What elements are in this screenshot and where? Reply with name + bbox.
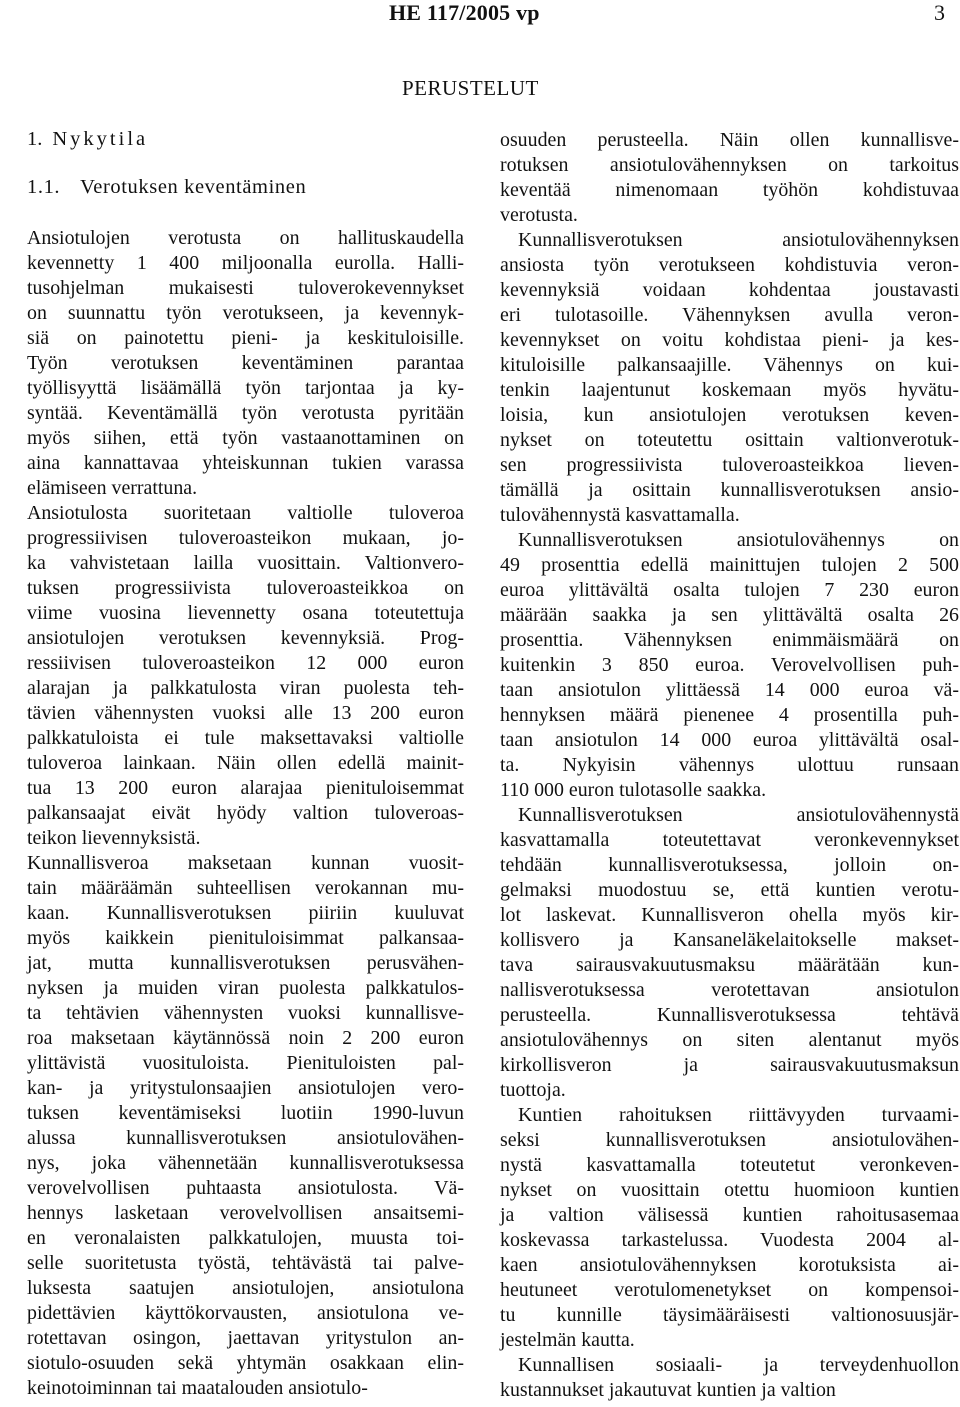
text-line: ansiosta työn verotukseen kohdistuvia veron- (500, 254, 959, 276)
heading-level-2-text: Verotuksen keventäminen (80, 176, 307, 198)
text-line: taan ansiotulon ylittäessä 14 000 euroa vä- (500, 679, 959, 701)
page-number: 3 (934, 0, 945, 25)
text-line: osuuden perusteella. Näin ollen kunnallisve- (500, 129, 959, 151)
text-line: tusohjelman mukaisesti tuloverokevennykset (27, 277, 464, 299)
text-line: ka vahvistetaan lailla vuosittain. Valtionvero- (27, 552, 464, 574)
text-line: lot laskevat. Kunnallisveron ohella myös kir- (500, 904, 959, 926)
text-line: Työn verotuksen keventäminen parantaa (27, 352, 464, 374)
text-line: Kunnallisen sosiaali- ja terveydenhuollon (518, 1354, 959, 1376)
text-line: myös siihen, että työn vastaanottaminen on (27, 427, 464, 449)
paragraph (500, 228, 959, 528)
paragraph (27, 851, 464, 1401)
text-line: roa maksetaan käytännössä noin 2 200 euron (27, 1027, 464, 1049)
document-id: HE 117/2005 vp (389, 0, 540, 25)
text-line: kasvattamalla toteutettavat veronkevennykset (500, 829, 959, 851)
right-column (500, 128, 959, 1403)
text-line: prosenttia. Vähennyksen enimmäismäärä on (500, 629, 959, 651)
text-line: en veronalaisten palkkatulojen, muusta toi- (27, 1227, 464, 1249)
text-line: luksesta saatujen ansiotulojen, ansiotulona (27, 1277, 464, 1299)
text-line: nallisverotuksessa verotettavan ansiotulon (500, 979, 959, 1001)
text-line: kevennykset on voitu kohdistaa pieni- ja kes- (500, 329, 959, 351)
text-line: nys, joka vähennetään kunnallisverotuksessa (27, 1152, 464, 1174)
text-line: jestelmän kautta. (500, 1329, 635, 1351)
text-line: hennys lasketaan verovelvollisen ansaitsemi- (27, 1202, 464, 1224)
text-line: taan ansiotulon 14 000 euroa ylittävältä osal- (500, 729, 959, 751)
text-line: ta. Nykyisin vähennys ulottuu runsaan (500, 754, 959, 776)
text-line: hennyksen määrä pienenee 4 prosentilla puh- (500, 704, 959, 726)
text-line: euroa ylittävältä osalta tulojen 7 230 euron (500, 579, 959, 601)
left-column-body (27, 226, 464, 1401)
heading-level-1 (27, 127, 464, 152)
text-line: tua 13 200 euron alarajaa pienituloisemmat (27, 777, 464, 799)
text-line: aina kannattavaa yhteiskunnan tukien varassa (27, 452, 464, 474)
text-line: tuksen keventämiseksi luotiin 1990-luvun (27, 1102, 464, 1124)
text-line: nyksen ja muiden viran puolesta palkkatulos- (27, 977, 464, 999)
text-line: siä on painotettu pieni- ja keskituloisille. (27, 327, 464, 349)
text-line: tuottoja. (500, 1079, 566, 1101)
text-line: alarajan ja palkkatulosta viran puolesta teh- (27, 677, 464, 699)
text-line: keventää nimenomaan työhön kohdistuvaa (500, 179, 959, 201)
text-line: nykset on toteutettu osittain valtionverotuk- (500, 429, 959, 451)
text-line: rotettavan osingon, jaettavan yritystulon an- (27, 1327, 464, 1349)
text-line: perusteella. Kunnallisverotuksessa tehtävä (500, 1004, 959, 1026)
text-line: palkkatuloista ei tule maksettavaksi valtiolle (27, 727, 464, 749)
text-line: tehdään kunnallisverotuksessa, jolloin on- (500, 854, 959, 876)
text-line: kituloisille palkansaajille. Vähennys on kui- (500, 354, 959, 376)
text-line: progressiivisen tuloveroasteikon mukaan, jo- (27, 527, 464, 549)
text-line: Kunnallisverotuksen ansiotulovähennystä (518, 804, 959, 826)
text-line: jat, mutta kunnallisverotuksen perusvähen- (27, 952, 464, 974)
text-line: ansiotulovähennys on siten alentanut myös (500, 1029, 959, 1051)
text-line: nykset on vuosittain otettu huomioon kuntien (500, 1179, 959, 1201)
text-line: Ansiotulojen verotusta on hallituskaudella (27, 227, 464, 249)
heading-level-2-number: 1.1. (27, 176, 61, 198)
text-line: tuksen progressiivista tuloveroasteikkoa on (27, 577, 464, 599)
text-line: kollisvero ja Kansaneläkelaitokselle makset- (500, 929, 959, 951)
paragraph (27, 501, 464, 851)
text-line: kevennyksiä voidaan kohdentaa joustavasti (500, 279, 959, 301)
text-line: Ansiotulosta suoritetaan valtiolle tuloveroa (27, 502, 464, 524)
right-column-body (500, 128, 959, 1403)
text-line: ja valtion välisessä kuntien rahoitusasemaa (500, 1204, 959, 1226)
section-title: PERUSTELUT (402, 76, 539, 100)
text-line: kustannukset jakautuvat kuntien ja valtion (500, 1379, 836, 1401)
text-line: viime vuosina lievennetty osana toteutettuja (27, 602, 464, 624)
text-line: tämällä ja osittain kunnallisverotuksen ansio- (500, 479, 959, 501)
text-line: teikon lievennyksistä. (27, 827, 201, 849)
text-line: gelmaksi muodostuu se, että kuntien verotu- (500, 879, 959, 901)
text-line: ansiotulojen verotuksen kevennyksiä. Prog- (27, 627, 464, 649)
heading-level-1-number: 1. (27, 128, 43, 150)
left-column (27, 127, 464, 1401)
paragraph (500, 1353, 959, 1403)
text-line: 110 000 euron tulotasolle saakka. (500, 779, 767, 801)
text-line: 49 prosenttia edellä mainittujen tulojen 2 500 (500, 554, 959, 576)
text-line: tain määräämän suhteellisen verokannan mu- (27, 877, 464, 899)
text-line: keinotoiminnan tai maatalouden ansiotulo- (27, 1377, 368, 1399)
text-line: tulovähennystä kasvattamalla. (500, 504, 740, 526)
text-line: kaen ansiotulovähennyksen korotuksista ai- (500, 1254, 959, 1276)
text-line: määrään saakka ja sen ylittävältä osalta 26 (500, 604, 959, 626)
text-line: loisia, kun ansiotulojen verotuksen keven- (500, 404, 959, 426)
text-line: kevennetty 1 400 miljoonalla eurolla. Halli- (27, 252, 464, 274)
text-line: nystä kasvattamalla toteutetut veronkeven- (500, 1154, 959, 1176)
text-line: pidettävien käyttökorvausten, ansiotulona ve- (27, 1302, 464, 1324)
text-line: työllisyyttä lisäämällä työn tarjontaa ja ky- (27, 377, 464, 399)
text-line: rotuksen ansiotulovähennyksen on tarkoitus (500, 154, 959, 176)
text-line: elämiseen verrattuna. (27, 477, 198, 499)
paragraph (27, 226, 464, 501)
text-line: alussa kunnallisverotuksen ansiotulovähen- (27, 1127, 464, 1149)
text-line: syntää. Keventämällä työn verotusta pyritään (27, 402, 464, 424)
text-line: sen progressiivista tuloveroasteikkoa lieven- (500, 454, 959, 476)
text-line: seksi kunnallisverotuksen ansiotulovähen- (500, 1129, 959, 1151)
text-line: verotusta. (500, 204, 578, 226)
paragraph (500, 528, 959, 803)
text-line: palkansaajat eivät hyödy valtion tuloveroas- (27, 802, 464, 824)
paragraph (500, 803, 959, 1103)
page-header (0, 0, 960, 34)
text-line: siotulo-osuuden sekä yhtymän osakkaan elin- (27, 1352, 464, 1374)
text-line: heutuneet verotulomenetykset on kompensoi- (500, 1279, 959, 1301)
heading-level-2 (27, 175, 464, 200)
text-line: Kunnallisverotuksen ansiotulovähennys on (518, 529, 959, 551)
text-line: kuitenkin 3 850 euroa. Verovelvollisen puh- (500, 654, 959, 676)
text-line: selle suoritetusta työstä, tehtävästä tai palve- (27, 1252, 464, 1274)
text-line: tuloveroa lainkaan. Näin ollen edellä mainit- (27, 752, 464, 774)
text-line: myös kaikkein pienituloisimmat palkansaa- (27, 927, 464, 949)
text-line: ressiivisen tuloveroasteikon 12 000 euron (27, 652, 464, 674)
text-line: Kunnallisverotuksen ansiotulovähennyksen (518, 229, 959, 251)
text-line: Kunnallisveroa maksetaan kunnan vuosit- (27, 852, 464, 874)
text-line: tävien vähennysten vuoksi alle 13 200 euron (27, 702, 464, 724)
text-line: kan- ja yritystulonsaajien ansiotulojen vero- (27, 1077, 464, 1099)
heading-level-1-text: Nykytila (52, 128, 149, 150)
text-line: kaan. Kunnallisverotuksen piiriin kuuluvat (27, 902, 464, 924)
text-line: tu kunnille täysimääräisesti valtionosuusjär- (500, 1304, 959, 1326)
text-line: tenkin laajentunut koskemaan myös hyvätu- (500, 379, 959, 401)
text-line: ta tehtävien vähennysten vuoksi kunnallisve- (27, 1002, 464, 1024)
text-line: Kuntien rahoituksen riittävyyden turvaami- (518, 1104, 959, 1126)
paragraph (500, 128, 959, 228)
text-line: kirkollisveron ja sairausvakuutusmaksun (500, 1054, 959, 1076)
text-line: tava sairausvakuutusmaksu määrätään kun- (500, 954, 959, 976)
text-line: koskevassa tarkastelussa. Vuodesta 2004 al- (500, 1229, 959, 1251)
text-line: on suunnattu työn verotukseen, ja kevennyk- (27, 302, 464, 324)
text-line: eri tulotasoille. Vähennyksen avulla veron- (500, 304, 959, 326)
text-line: ylittävistä vuosituloista. Pienituloisten pal- (27, 1052, 464, 1074)
paragraph (500, 1103, 959, 1353)
text-line: verovelvollisen puhtaasta ansiotulosta. Vä- (27, 1177, 464, 1199)
